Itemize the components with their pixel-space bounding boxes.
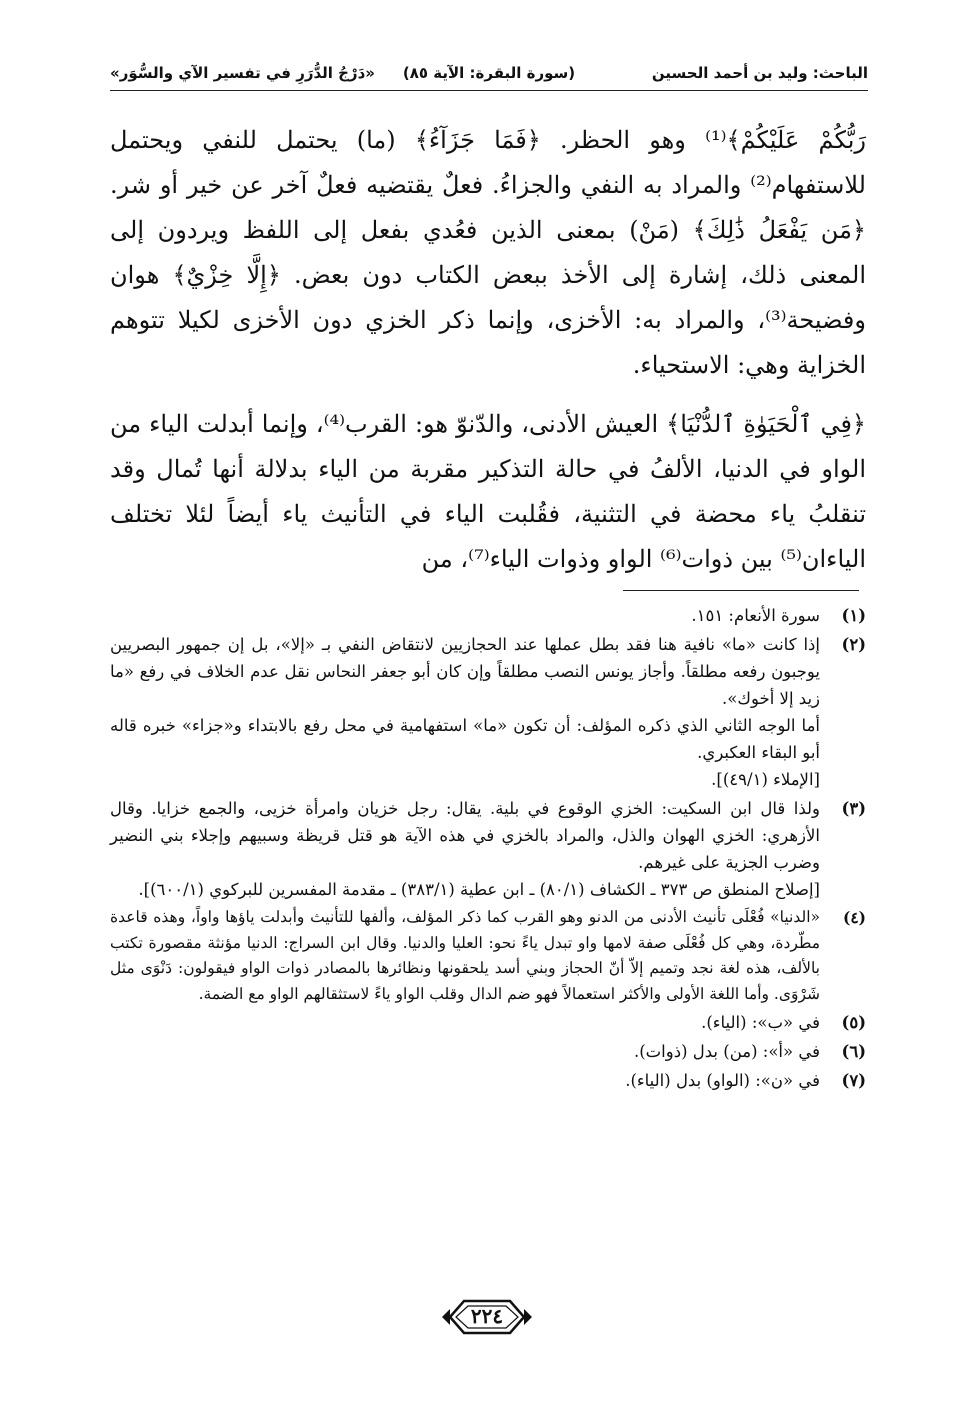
footnote-text: إذا كانت «ما» نافية هنا فقد بطل عملها عند الحجازيين لانتقاض النفي بـ «إلا»، بل إن جمهور البصريين يوجبون رفعه مطلقاً. وأجاز يونس النصب مطلقاً وإن كان أبو جعفر النحاس نقل عدم الخلاف في رفع «ما زيد إلا أخوك». (110, 635, 820, 708)
footnote-number: (٧) (841, 1071, 866, 1090)
footnote-text: في «ب»: (الياء). (701, 1013, 820, 1032)
footnote-divider (623, 590, 859, 591)
footnotes (110, 602, 866, 1096)
footnote-text: في «أ»: (من) بدل (ذوات). (633, 1042, 820, 1061)
footnote-4 (110, 905, 866, 1007)
footnote-number: (١) (841, 606, 866, 625)
footnote-citation: [إصلاح المنطق ص ٣٧٣ ـ الكشاف (٨٠/١) ـ ابن عطية (٣٨٣/١) ـ مقدمة المفسرين للبركوي (٦٠٠/١)]. (138, 880, 820, 899)
footnote-text: أما الوجه الثاني الذي ذكره المؤلف: أن تكون «ما» استفهامية في محل رفع بالابتداء و«جزاء» خبره قاله أبو البقاء العكبري. (110, 716, 820, 762)
footnote-number: (٣) (841, 799, 866, 818)
header-author: الباحث: وليد بن أحمد الحسين (651, 64, 868, 82)
page-number-ornament (440, 1297, 534, 1337)
footnote-6 (110, 1038, 866, 1065)
footnote-text: سورة الأنعام: ١٥١. (691, 606, 820, 625)
footnote-text: «الدنيا» فُعْلَى تأنيث الأدنى من الدنو وهو القرب كما ذكر المؤلف، وألفها للتأنيث وأبدلت ياؤها واواً، وهذه قاعدة مطّردة، وهي كل فُعْلَى صفة لامها واو تبدل ياءً نحو: العليا والدنيا. وقال ابن السراج: الدنيا مؤنثة مقصورة تكتب بالألف، هذه لغة نجد وتميم إلاّ أنّ الحجاز وبني أسد يلحقونها ونظائرها بالمصادر ذوات الواو فيقولون: دَنْوَى مثل شَرْوَى. وأما اللغة الأولى والأكثر استعمالاً فهو ضم الدال وقلب الواو ياءً لاستثقالهم الواو مع الضمة. (110, 908, 820, 1003)
footnote-3 (110, 795, 866, 903)
paragraph-1: رَبُّكُمْ عَلَيْكُمْ﴾⁽¹⁾ وهو الحظر. ﴿فَمَا جَزَآءُ﴾ (ما) يحتمل للنفي ويحتمل للاستفهام⁽²⁾ والمراد به النفي والجزاءُ. فعلٌ يقتضيه فعلٌ آخر عن خير أو شر. ﴿مَن يَفْعَلُ ذَٰلِكَ﴾ (مَنْ) بمعنى الذين فعُدي بفعل إلى اللفظ ويردون إلى المعنى ذلك، إشارة إلى الأخذ ببعض الكتاب دون بعض. ﴿إِلَّا خِزْيٌ﴾ هوان وفضيحة⁽³⁾، والمراد به: الأخزى، وإنما ذكر الخزي دون الأخزى لكيلا تتوهم الخزاية وهي: الاستحياء. (110, 126, 866, 379)
header-book-title: «دَرْجُ الدُّرَرِ في تفسير الآي والسُّوَر» (110, 64, 375, 82)
footnote-7 (110, 1067, 866, 1094)
footnote-1 (110, 602, 866, 629)
running-header (110, 60, 868, 88)
page-number: ٢٢٤ (470, 1304, 504, 1328)
header-surah-ref: (سورة البقرة: الآية ٨٥) (402, 64, 576, 82)
header-divider (110, 90, 868, 91)
footnote-citation: [الإملاء (٤٩/١)]. (711, 770, 820, 789)
footnote-5 (110, 1009, 866, 1036)
footnote-text: ولذا قال ابن السكيت: الخزي الوقوع في بلية. يقال: رجل خزيان وامرأة خزيى، والجمع خزايا. وقال الأزهري: الخزي الهوان والذل، والمراد بالخزي في هذه الآية هو قتل قريظة وسبيهم وإجلاء بني النضير وضرب الجزية على غيرهم. (110, 799, 820, 872)
footnote-number: (٢) (841, 635, 866, 654)
footnote-text: في «ن»: (الواو) بدل (الياء). (625, 1071, 820, 1090)
main-text (110, 118, 866, 582)
paragraph-2: ﴿فِي ٱلْحَيَوٰةِ ٱلدُّنْيَا﴾ العيش الأدنى، والدّنوّ هو: القرب⁽⁴⁾، وإنما أبدلت الياء من الواو في الدنيا، الألفُ في حالة التذكير مقربة من الياء بدلالة أنها تُمال وقد تنقلبُ ياء محضة في التثنية، فقُلبت الياء في التأنيث ياء أيضاً لئلا تختلف الياءان⁽⁵⁾ بين ذوات⁽⁶⁾ الواو وذوات الياء⁽⁷⁾، من (110, 410, 866, 573)
footnote-number: (٦) (841, 1042, 866, 1061)
footnote-2 (110, 631, 866, 793)
footnote-number: (٥) (841, 1013, 866, 1032)
footnote-number: (٤) (842, 908, 866, 927)
